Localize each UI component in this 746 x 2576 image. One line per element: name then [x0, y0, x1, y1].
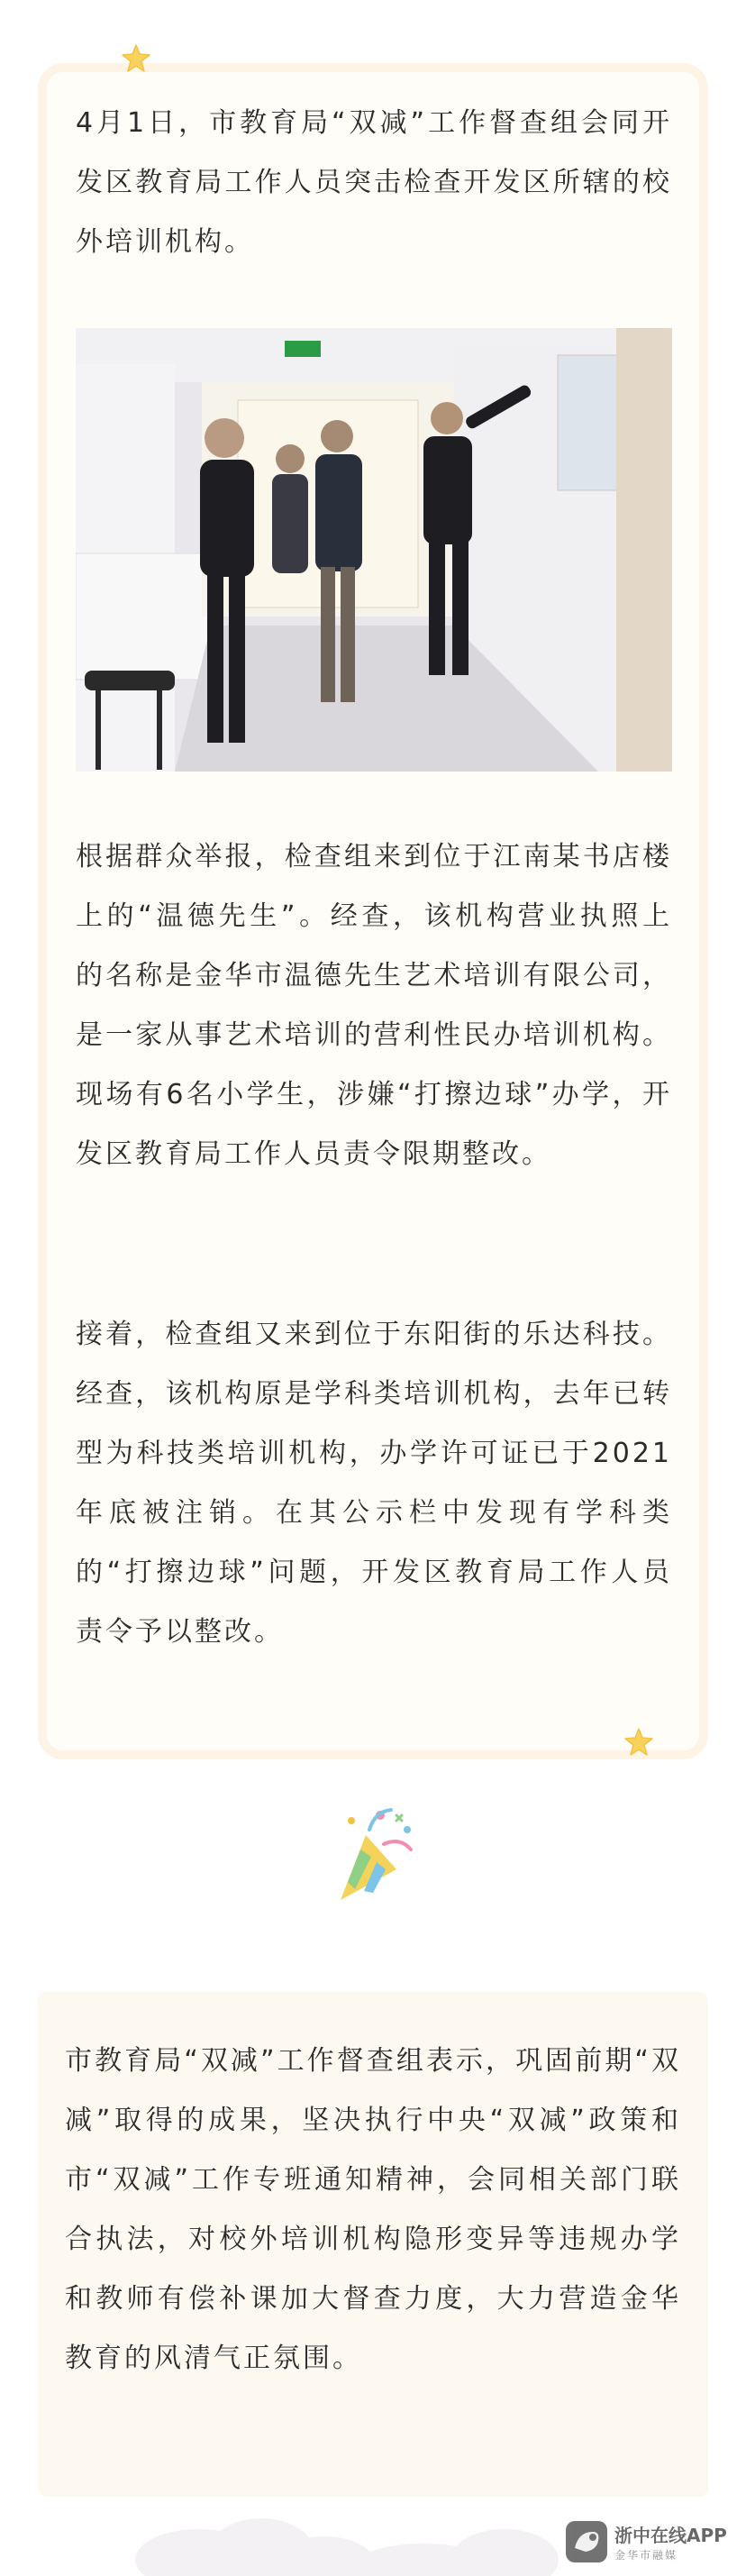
paragraph-inspection-1: 根据群众举报，检查组来到位于江南某书店楼上的“温德先生”。经查，该机构营业执照上的名称是金华市温德先生艺术培训有限公司，是一家从事艺术培训的营利性民办培训机构。现场有6名小学生，涉嫌“打擦边球”办学，开发区教育局工作人员责令限期整改。 — [76, 841, 672, 1170]
star-icon — [623, 1727, 654, 1758]
app-logo-icon — [566, 2521, 607, 2562]
inspection-photo — [76, 328, 672, 772]
watermark-title: 浙中在线APP — [614, 2525, 727, 2546]
paragraph-intro: 4月1日，市教育局“双减”工作督查组会同开发区教育局工作人员突击检查开发区所辖的校外培训机构。 — [76, 107, 672, 258]
paragraph-inspection-2: 接着，检查组又来到位于东阳街的乐达科技。经查，该机构原是学科类培训机构，去年已转型为科技类培训机构，办学许可证已于2021年底被注销。在其公示栏中发现有学科类的“打擦边球”问题，开发区教育局工作人员责令予以整改。 — [76, 1319, 672, 1648]
app-watermark — [566, 2517, 737, 2567]
star-icon — [121, 43, 151, 74]
paragraph-summary: 市教育局“双减”工作督查组表示，巩固前期“双减”取得的成果，坚决执行中央“双减”政策和市“双减”工作专班通知精神，会同相关部门联合执法，对校外培训机构隐形变异等违规办学和教师有偿补课加大督查力度，大力营造金华教育的风清气正氛围。 — [65, 2045, 681, 2374]
party-popper-icon — [324, 1803, 423, 1911]
watermark-subtitle: 金华市融媒 — [614, 2549, 678, 2562]
